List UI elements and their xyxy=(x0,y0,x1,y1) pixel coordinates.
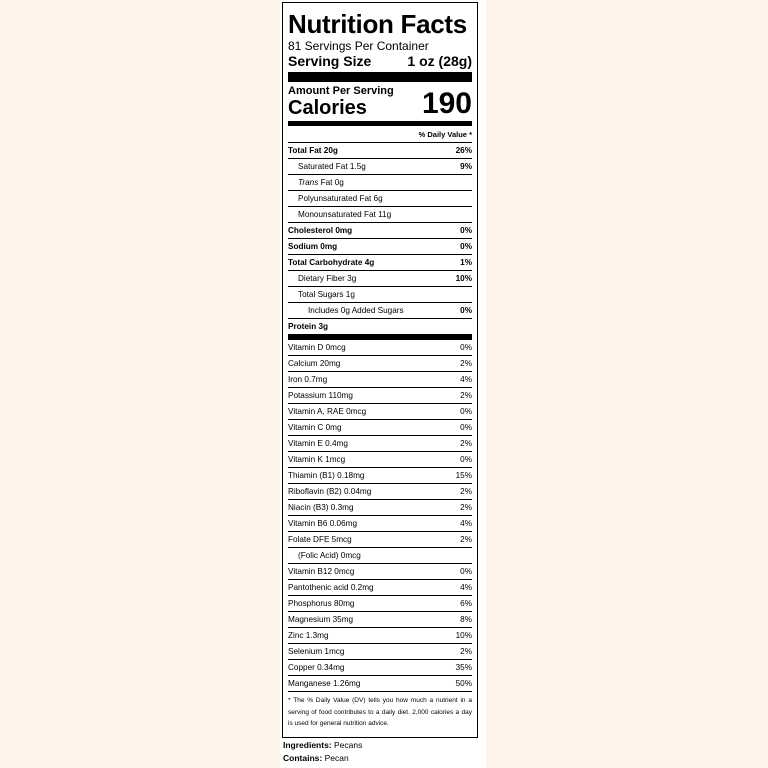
vitamin-dv: 35% xyxy=(455,663,472,672)
vitamin-row xyxy=(288,644,472,660)
vitamin-dv: 2% xyxy=(460,503,472,512)
contains-value: Pecan xyxy=(322,753,349,763)
vitamin-dv: 6% xyxy=(460,599,472,608)
nutrient-row-monounsaturated-fat xyxy=(288,207,472,223)
vitamin-dv: 2% xyxy=(460,487,472,496)
nutrient-dv: 26% xyxy=(455,146,472,155)
ingredients-value: Pecans xyxy=(331,740,363,750)
calories-value: 190 xyxy=(421,87,472,120)
nutrient-row-dietary-fiber xyxy=(288,271,472,287)
vitamin-row xyxy=(288,468,472,484)
vitamin-name: Manganese 1.26mg xyxy=(288,679,361,688)
vitamin-row xyxy=(288,628,472,644)
vitamin-row xyxy=(288,580,472,596)
vitamin-row xyxy=(288,404,472,420)
vitamin-row xyxy=(288,548,472,564)
nutrient-row-total-sugars xyxy=(288,287,472,303)
serving-size-row xyxy=(288,53,472,69)
nutrition-facts-label xyxy=(282,2,478,738)
daily-value-header: % Daily Value * xyxy=(288,126,472,143)
vitamin-name: Vitamin B6 0.06mg xyxy=(288,519,358,528)
vitamin-name: Niacin (B3) 0.3mg xyxy=(288,503,354,512)
vitamin-name: Magnesium 35mg xyxy=(288,615,354,624)
vitamin-row xyxy=(288,452,472,468)
vitamin-dv: 2% xyxy=(460,535,472,544)
vitamin-row xyxy=(288,388,472,404)
nutrient-dv: 0% xyxy=(460,226,472,235)
vitamin-name: Vitamin E 0.4mg xyxy=(288,439,348,448)
nutrient-name: Protein 3g xyxy=(288,322,329,331)
vitamin-dv: 2% xyxy=(460,647,472,656)
nutrient-row-added-sugars xyxy=(288,303,472,319)
vitamin-dv: 8% xyxy=(460,615,472,624)
vitamin-row xyxy=(288,532,472,548)
vitamin-row xyxy=(288,500,472,516)
nutrient-dv: 0% xyxy=(460,242,472,251)
thick-divider xyxy=(288,72,472,82)
vitamin-name: Phosphorus 80mg xyxy=(288,599,355,608)
vitamin-dv: 4% xyxy=(460,519,472,528)
ingredients-line xyxy=(283,740,362,750)
nutrient-name: Sodium 0mg xyxy=(288,242,338,251)
vitamin-dv: 0% xyxy=(460,343,472,352)
vitamin-name: Vitamin K 1mcg xyxy=(288,455,346,464)
vitamin-dv: 2% xyxy=(460,439,472,448)
vitamin-row xyxy=(288,420,472,436)
nutrient-row-polyunsaturated-fat xyxy=(288,191,472,207)
vitamin-list xyxy=(288,340,472,692)
vitamin-row xyxy=(288,484,472,500)
nutrient-name-wrap xyxy=(288,178,344,187)
vitamin-row xyxy=(288,340,472,356)
vitamin-row xyxy=(288,372,472,388)
vitamin-name: (Folic Acid) 0mcg xyxy=(298,551,361,560)
vitamin-name: Vitamin D 0mcg xyxy=(288,343,346,352)
vitamin-name: Vitamin A, RAE 0mcg xyxy=(288,407,367,416)
nutrient-name: Cholesterol 0mg xyxy=(288,226,353,235)
nutrient-row-total-carbohydrate xyxy=(288,255,472,271)
vitamin-name: Riboflavin (B2) 0.04mg xyxy=(288,487,372,496)
nutrient-name: Dietary Fiber 3g xyxy=(298,274,357,283)
vitamin-row xyxy=(288,596,472,612)
vitamin-dv: 15% xyxy=(455,471,472,480)
vitamin-row xyxy=(288,436,472,452)
vitamin-dv: 50% xyxy=(455,679,472,688)
nutrient-row-saturated-fat xyxy=(288,159,472,175)
nutrient-name: Fat 0g xyxy=(318,178,344,187)
calories-row xyxy=(288,86,472,119)
servings-per-container: 81 Servings Per Container xyxy=(288,39,429,53)
vitamin-name: Folate DFE 5mcg xyxy=(288,535,352,544)
ingredients-label: Ingredients: xyxy=(283,740,332,750)
nutrient-dv: 9% xyxy=(460,162,472,171)
nutrient-row-total-fat xyxy=(288,143,472,159)
vitamin-name: Iron 0.7mg xyxy=(288,375,328,384)
nutrient-name: Saturated Fat 1.5g xyxy=(298,162,366,171)
nutrient-name: Polyunsaturated Fat 6g xyxy=(298,194,383,203)
nutrient-name: Includes 0g Added Sugars xyxy=(308,306,404,315)
vitamin-name: Vitamin B12 0mcg xyxy=(288,567,355,576)
vitamin-name: Pantothenic acid 0.2mg xyxy=(288,583,374,592)
trans-italic: Trans xyxy=(298,178,319,187)
nutrient-dv: 1% xyxy=(460,258,472,267)
nutrient-name: Total Carbohydrate 4g xyxy=(288,258,375,267)
vitamin-name: Potassium 110mg xyxy=(288,391,353,400)
vitamin-row xyxy=(288,356,472,372)
vitamin-dv: 0% xyxy=(460,455,472,464)
serving-size-label: Serving Size xyxy=(288,53,372,69)
nutrient-row-trans-fat xyxy=(288,175,472,191)
vitamin-name: Zinc 1.3mg xyxy=(288,631,329,640)
nutrient-dv: 10% xyxy=(455,274,472,283)
vitamin-dv: 4% xyxy=(460,375,472,384)
vitamin-row xyxy=(288,516,472,532)
label-title: Nutrition Facts xyxy=(288,9,467,39)
daily-value-footnote: * The % Daily Value (DV) tells you how much a nutrient in a serving of food contributes to a daily diet. 2,000 calories a day is used for general nutrition advice. xyxy=(288,697,472,727)
nutrient-row-cholesterol xyxy=(288,223,472,239)
vitamin-dv: 0% xyxy=(460,407,472,416)
nutrient-list xyxy=(288,143,472,334)
contains-label: Contains: xyxy=(283,753,323,763)
vitamin-name: Selenium 1mcg xyxy=(288,647,345,656)
nutrient-dv: 0% xyxy=(460,306,472,315)
vitamin-dv: 2% xyxy=(460,359,472,368)
vitamin-dv: 10% xyxy=(455,631,472,640)
serving-size-value: 1 oz (28g) xyxy=(407,53,472,69)
calories-label: Calories xyxy=(288,97,367,119)
vitamin-name: Copper 0.34mg xyxy=(288,663,345,672)
vitamin-name: Thiamin (B1) 0.18mg xyxy=(288,471,365,480)
nutrient-row-protein xyxy=(288,319,472,334)
vitamin-row xyxy=(288,660,472,676)
nutrient-name: Monounsaturated Fat 11g xyxy=(298,210,392,219)
vitamin-dv: 0% xyxy=(460,567,472,576)
vitamin-row xyxy=(288,676,472,692)
vitamin-name: Calcium 20mg xyxy=(288,359,341,368)
vitamin-dv: 2% xyxy=(460,391,472,400)
amount-per-serving: Amount Per Serving xyxy=(288,85,394,97)
vitamin-row xyxy=(288,612,472,628)
vitamin-row xyxy=(288,564,472,580)
contains-line xyxy=(283,753,349,763)
nutrient-name: Total Fat 20g xyxy=(288,146,338,155)
nutrient-row-sodium xyxy=(288,239,472,255)
vitamin-dv: 4% xyxy=(460,583,472,592)
nutrient-name: Total Sugars 1g xyxy=(298,290,355,299)
vitamin-name: Vitamin C 0mg xyxy=(288,423,342,432)
vitamin-dv: 0% xyxy=(460,423,472,432)
